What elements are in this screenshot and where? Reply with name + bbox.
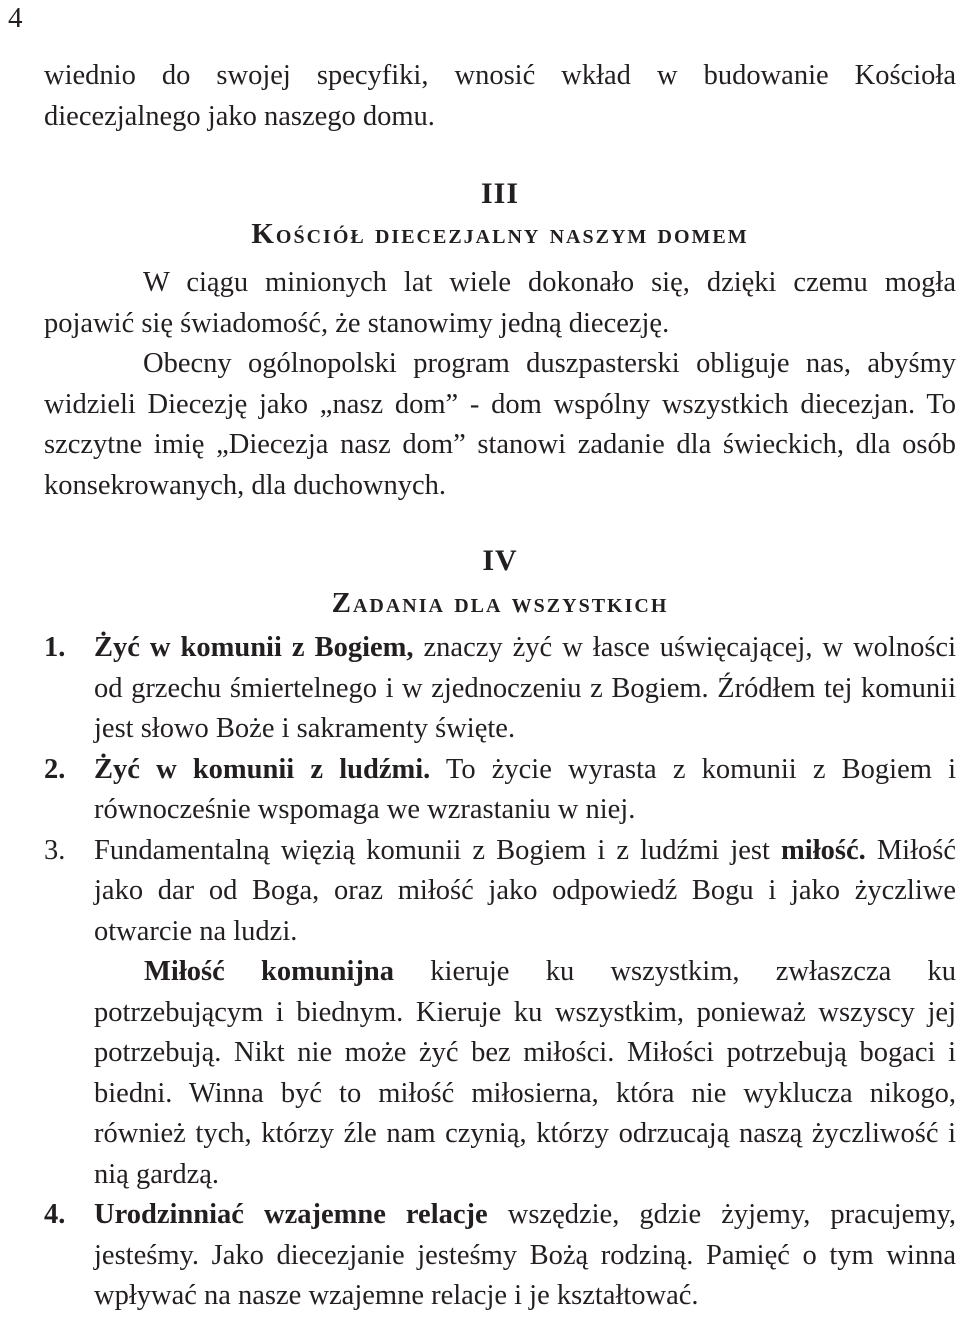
section-4-numeral: IV <box>482 544 518 577</box>
intro-paragraph: wiednio do swojej specyfiki, wnosić wkład w budowanie Kościoła diecezjalnego jako naszego domu. <box>44 60 956 132</box>
section-3-paragraph-1: W ciągu minionych lat wiele dokonało się, dzięki czemu mogła pojawić się świadomość, że stanowimy jedną diecezję. <box>44 267 956 339</box>
list-item-body-after: Miłość jako dar od Boga, oraz miłość jako odpowiedź Bogu i jako życzliwe otwarcie na ludzi. <box>94 834 956 947</box>
list-item-bold: Urodzinniać wzajemne relacje <box>94 1199 488 1230</box>
list-item-bold: Żyć w komunii z Bogiem, <box>94 632 414 663</box>
section-3-heading <box>44 175 956 253</box>
list-item <box>44 831 956 1196</box>
list-item-number: 3. <box>44 834 66 866</box>
section-4-heading <box>44 542 956 622</box>
list-item-text <box>94 628 956 750</box>
list-item <box>44 628 956 750</box>
list-item <box>44 750 956 831</box>
section-3-paragraph-2: Obecny ogólnopolski program duszpasterski obliguje nas, abyśmy widzieli Diecezję jako „nasz dom” - dom wspólny wszystkich diecezjan. To szczytne imię „Diecezja nasz dom” stanowi zadanie dla świeckich, dla osób konsekrowanych, dla duchownych. <box>44 348 956 501</box>
list-item-text <box>94 750 956 831</box>
list-item-body: wszędzie, gdzie żyjemy, pracujemy, jesteśmy. Jako diecezjanie jesteśmy Bożą rodziną. Pamięć o tym winna wpływać na nasze wzajemne relacje i je kształtować. <box>94 1199 956 1311</box>
list-item <box>44 1195 956 1317</box>
section-4-title: Zadania dla wszystkich <box>331 587 669 619</box>
page-number: 4 <box>8 2 23 34</box>
section-3-numeral: III <box>480 177 520 210</box>
list-item-body-before: Fundamentalną więzią komunii z Bogiem i z ludźmi jest <box>94 834 782 866</box>
list-item-number: 2. <box>44 753 66 785</box>
list-item-number: 4. <box>44 1199 66 1230</box>
list-item-body: znaczy żyć w łasce uświęcającej, w wolności od grzechu śmiertelnego i w zjednoczeniu z Bogiem. Źródłem tej komunii jest słowo Boże i sakramenty święte. <box>94 632 956 744</box>
list-item-number: 1. <box>44 632 66 663</box>
list-item-body: kieruje ku wszystkim, zwłaszcza ku potrzebującym i biednym. Kieruje ku wszystkim, ponieważ wszyscy jej potrzebują. Nikt nie może żyć bez miłości. Miłości potrzebują bogaci i biedni. Winna być to miłość miłosierna, która nie wyklucza nikogo, również tych, którzy źle nam czynią, którzy odrzucają naszą życzliwość i nią gardzą. <box>94 956 956 1190</box>
page-content <box>44 56 956 1317</box>
section-3-title: Kościół diecezjalny naszym domem <box>251 218 749 250</box>
list-item-bold: Miłość komunijna <box>144 956 395 987</box>
list-item-text <box>94 1195 956 1317</box>
list-item-bold: miłość. <box>781 834 866 866</box>
list-item-text <box>94 831 956 953</box>
list-item-bold: Żyć w komunii z ludźmi. <box>94 753 431 785</box>
list-item-body: To życie wyrasta z komunii z Bogiem i równocześnie wspomaga we wzrastaniu w niej. <box>94 753 957 825</box>
list-item-continuation <box>94 952 956 1195</box>
